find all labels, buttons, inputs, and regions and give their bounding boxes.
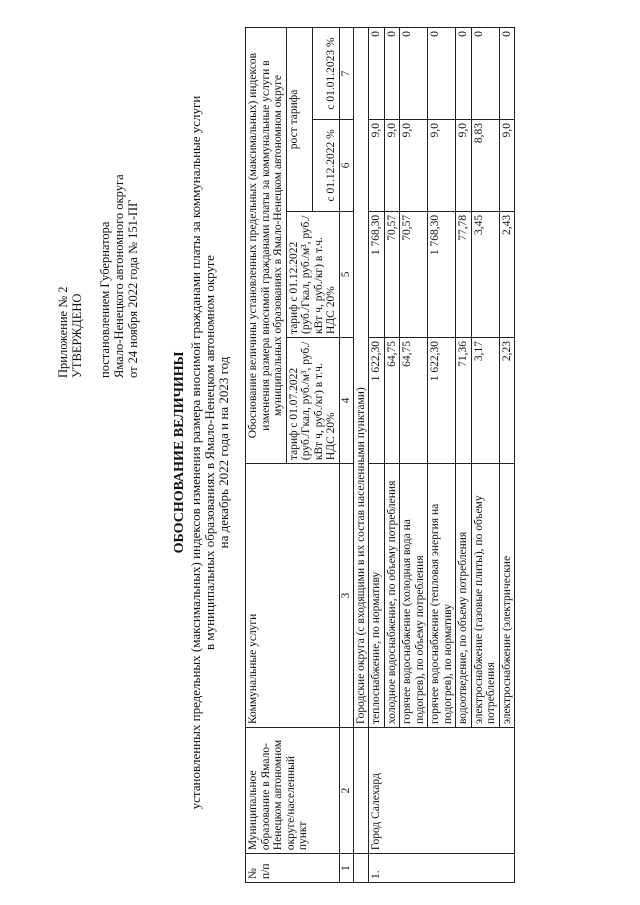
service-name: водоотведение, по объему потребления: [456, 464, 472, 728]
tariff-dec: 1 768,30: [428, 211, 456, 337]
service-name: холодное водоснабжение, по объему потребления: [384, 464, 400, 728]
tariff-dec: 3,45: [471, 211, 499, 337]
table-row: [369, 28, 385, 883]
index-cell: 3: [339, 464, 353, 728]
growth-dec: 9,0: [456, 119, 472, 211]
service-name: горячее водоснабжение (холодная вода на подогрев), по объему потребления: [400, 464, 428, 728]
document-title: ОБОСНОВАНИЕ ВЕЛИЧИНЫ: [172, 351, 187, 554]
tariff-jul: 71,36: [456, 337, 472, 463]
index-cell: 2: [339, 728, 353, 854]
header-tariff-jul: тариф с 01.07.2022 (руб./Гкал, руб./м³, руб./кВт ч, руб./кг) в т.ч. НДС 20%: [286, 337, 339, 463]
growth-jan: 0: [499, 28, 515, 120]
tariff-jul: 3,17: [471, 337, 499, 463]
decree-line-3: от 24 ноября 2022 года № 151-ПГ: [126, 199, 140, 378]
header-services: Коммунальные услуги: [246, 464, 340, 728]
row-number: 1.: [369, 854, 515, 883]
document-subtitle-3: на декабрь 2022 года и на 2023 год: [216, 356, 231, 549]
tariff-jul: 1 622,30: [428, 337, 456, 463]
decree-line-2: Ямало-Ненецкого автономного округа: [112, 174, 126, 378]
service-name: электроснабжение (газовые плиты), по объему потребления: [471, 464, 499, 728]
growth-jan: 0: [428, 28, 456, 120]
growth-dec: 9,0: [400, 119, 428, 211]
growth-dec: 9,0: [499, 119, 515, 211]
header-tariff-dec: тариф с 01.12.2022 (руб./Гкал, руб./м³, руб./кВт ч, руб./кг) в т.ч. НДС 20%: [286, 211, 339, 337]
tariff-table: [245, 27, 515, 883]
tariff-jul: 2,23: [499, 337, 515, 463]
service-name: электроснабжение (электрические: [499, 464, 515, 728]
growth-jan: 0: [400, 28, 428, 120]
approval-header: [56, 118, 140, 378]
tariff-dec: 77,78: [456, 211, 472, 337]
document-subtitle-2: в муниципальных образованиях в Ямало-Ненецком автономном округе: [202, 255, 217, 650]
tariff-dec: 70,57: [400, 211, 428, 337]
header-justification: Обоснование величины установленных предельных (максимальных) индексов изменения размера вносимой гражданами платы за коммунальные услуги в муниципальных образованиях в Ямало-Ненецком автономном округе: [246, 28, 287, 464]
tariff-dec: 1 768,30: [369, 211, 385, 337]
growth-dec: 9,0: [369, 119, 385, 211]
decree-line-1: постановлением Губернатора: [98, 221, 112, 378]
index-cell: 5: [339, 211, 353, 337]
index-cell: 4: [339, 337, 353, 463]
index-cell: 6: [339, 119, 353, 211]
header-growth-dec: с 01.12.2022 %: [313, 119, 340, 211]
header-growth-jan: с 01.01.2023 %: [313, 28, 340, 120]
header-num: № п/п: [246, 854, 340, 883]
growth-dec: 9,0: [428, 119, 456, 211]
growth-jan: 0: [456, 28, 472, 120]
document-subtitle-1: установленных предельных (максимальных) индексов изменения размера вносимой гражданами платы за коммунальные услуги: [188, 95, 203, 810]
tariff-dec: 2,43: [499, 211, 515, 337]
column-index-row: [339, 28, 353, 883]
tariff-jul: 1 622,30: [369, 337, 385, 463]
growth-jan: 0: [384, 28, 400, 120]
header-growth: рост тарифа: [286, 28, 313, 212]
growth-dec: 8,83: [471, 119, 499, 211]
service-name: горячее водоснабжение (тепловая энергия на подогрев), по нормативу: [428, 464, 456, 728]
service-name: теплоснабжение, по нормативу: [369, 464, 385, 728]
approved-label: УТВЕРЖДЕНО: [70, 293, 84, 378]
section-heading: Городские округа (с входящими в их состав населенными пунктами): [353, 28, 369, 728]
growth-dec: 9,0: [384, 119, 400, 211]
municipality-name: Город Салехард: [369, 728, 515, 854]
tariff-jul: 64,75: [384, 337, 400, 463]
appendix-label: Приложение № 2: [56, 286, 70, 378]
growth-jan: 0: [471, 28, 499, 120]
tariff-jul: 64,75: [400, 337, 428, 463]
header-municipality: Муниципальное образование в Ямало-Ненецком автономном округе/населенный пункт: [246, 728, 340, 854]
growth-jan: 0: [369, 28, 385, 120]
index-cell: 7: [339, 28, 353, 120]
tariff-dec: 70,57: [384, 211, 400, 337]
index-cell: 1: [339, 854, 353, 883]
